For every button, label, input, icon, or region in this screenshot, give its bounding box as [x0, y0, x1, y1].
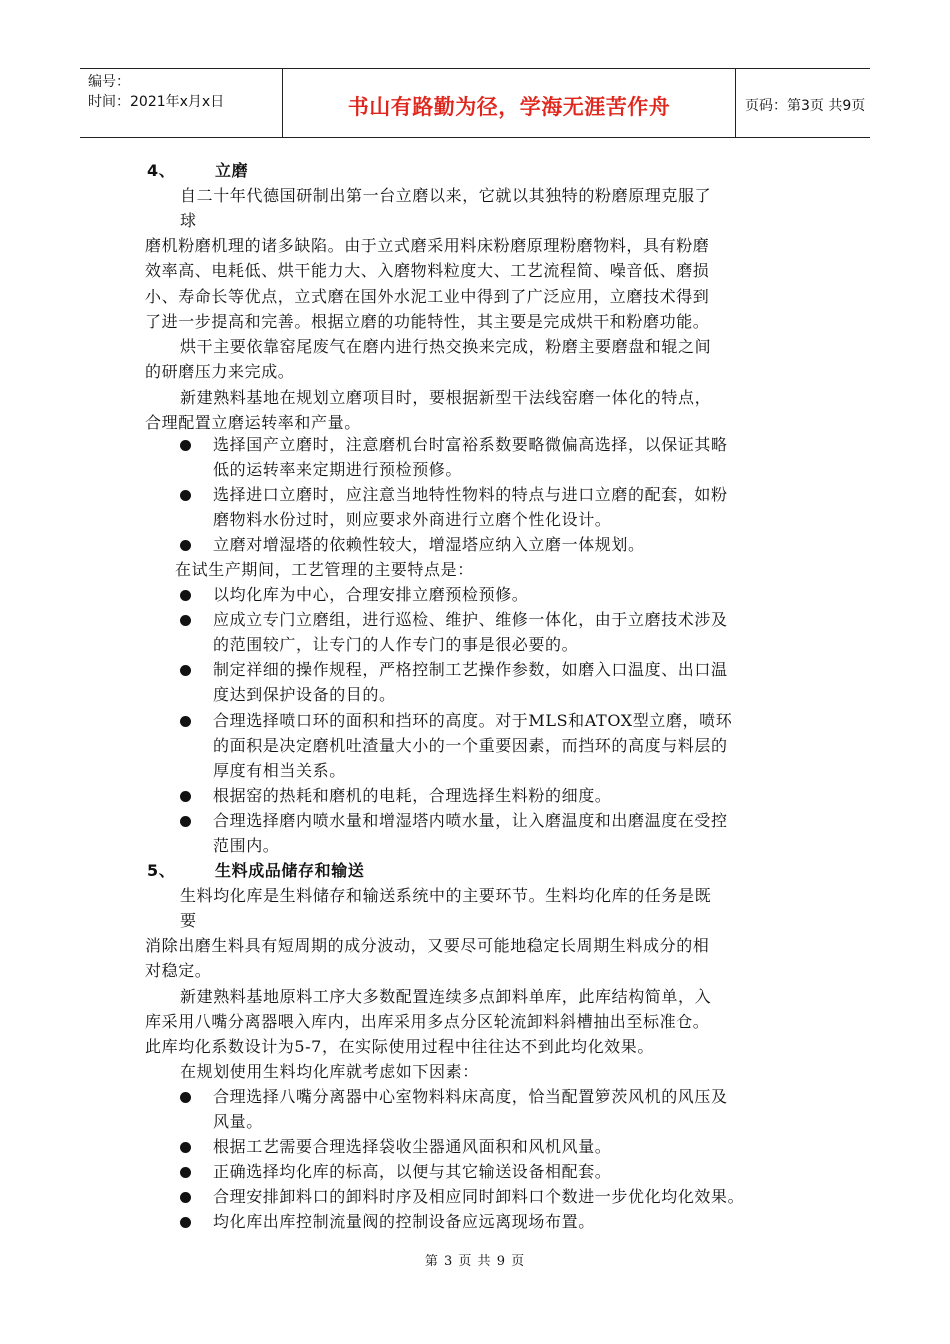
list-item: 的面积是决定磨机吐渣量大小的一个重要因素，而挡环的高度与料层的	[213, 736, 728, 755]
list-item: 合理选择磨内喷水量和增湿塔内喷水量，让入磨温度和出磨温度在受控	[213, 811, 728, 830]
paragraph-line: 在试生产期间，工艺管理的主要特点是：	[175, 560, 474, 579]
list-item: 范围内。	[213, 836, 280, 855]
bullet-icon	[180, 1092, 191, 1103]
paragraph-line: 在规划使用生料均化库就考虑如下因素：	[180, 1062, 479, 1081]
paragraph-line: 小、寿命长等优点，立式磨在国外水泥工业中得到了广泛应用，立磨技术得到	[145, 287, 710, 306]
bullet-icon	[180, 665, 191, 676]
bullet-icon	[180, 791, 191, 802]
list-item: 度达到保护设备的目的。	[213, 685, 396, 704]
bullet-icon	[180, 615, 191, 626]
bullet-icon	[180, 1192, 191, 1203]
paragraph-line: 库采用八嘴分离器喂入库内，出库采用多点分区轮流卸料斜槽抽出至标准仓。	[145, 1012, 710, 1031]
paragraph-line: 合理配置立磨运转率和产量。	[145, 413, 361, 432]
list-item: 风量。	[213, 1112, 263, 1131]
section-4-number: 4、	[147, 161, 176, 180]
bullet-icon	[180, 1167, 191, 1178]
list-item: 根据窑的热耗和磨机的电耗，合理选择生料粉的细度。	[213, 786, 612, 805]
list-item: 根据工艺需要合理选择袋收尘器通风面积和风机风量。	[213, 1137, 612, 1156]
paragraph-line: 自二十年代德国研制出第一台立磨以来，它就以其独特的粉磨原理克服了	[180, 186, 712, 205]
list-item: 以均化库为中心，合理安排立磨预检预修。	[213, 585, 529, 604]
paragraph-line: 磨机粉磨机理的诸多缺陷。由于立式磨采用料床粉磨原理粉磨物料，具有粉磨	[145, 236, 710, 255]
list-item: 均化库出库控制流量阀的控制设备应远离现场布置。	[213, 1212, 595, 1231]
page-footer: 第 3 页 共 9 页	[424, 1254, 526, 1269]
paragraph-line: 要	[180, 911, 197, 930]
bullet-icon	[180, 440, 191, 451]
list-item: 立磨对增湿塔的依赖性较大，增湿塔应纳入立磨一体规划。	[213, 535, 645, 554]
paragraph-line: 生料均化库是生料储存和输送系统中的主要环节。生料均化库的任务是既	[180, 886, 712, 905]
header-page-cell	[735, 69, 870, 137]
header-motto-cell	[282, 69, 736, 137]
paragraph-line: 消除出磨生料具有短周期的成分波动，又要尽可能地稳定长周期生料成分的相	[145, 936, 710, 955]
paragraph-line: 对稳定。	[145, 961, 212, 980]
paragraph-line: 球	[180, 211, 197, 230]
section-5-number: 5、	[147, 861, 176, 880]
page-header	[80, 68, 870, 138]
header-page-info: 页码：第3页 共9页	[745, 98, 866, 114]
list-item: 应成立专门立磨组，进行巡检、维护、维修一体化，由于立磨技术涉及	[213, 610, 728, 629]
bullet-icon	[180, 540, 191, 551]
section-5-title: 生料成品储存和输送	[215, 861, 365, 880]
paragraph-line: 了进一步提高和完善。根据立磨的功能特性，其主要是完成烘干和粉磨功能。	[145, 312, 710, 331]
header-motto: 书山有路勤为径，学海无涯苦作舟	[347, 95, 671, 119]
paragraph-line: 的研磨压力来完成。	[145, 362, 295, 381]
list-item: 磨物料水份过时，则应要求外商进行立磨个性化设计。	[213, 510, 612, 529]
paragraph-line: 新建熟料基地在规划立磨项目时，要根据新型干法线窑磨一体化的特点，	[180, 388, 712, 407]
bullet-icon	[180, 716, 191, 727]
bullet-icon	[180, 590, 191, 601]
list-item: 制定祥细的操作规程，严格控制工艺操作参数，如磨入口温度、出口温	[213, 660, 728, 679]
list-item: 低的运转率来定期进行预检预修。	[213, 460, 463, 479]
list-item: 厚度有相当关系。	[213, 761, 346, 780]
list-item: 的范围较广，让专门的人作专门的事是很必要的。	[213, 635, 579, 654]
paragraph-line: 烘干主要依靠窑尾废气在磨内进行热交换来完成，粉磨主要磨盘和辊之间	[180, 337, 712, 356]
header-meta-cell	[80, 69, 282, 137]
document-date: 时间：2021年x月x日	[88, 94, 225, 110]
list-item: 正确选择均化库的标高，以便与其它输送设备相配套。	[213, 1162, 612, 1181]
bullet-icon	[180, 1142, 191, 1153]
bullet-icon	[180, 816, 191, 827]
list-item: 合理安排卸料口的卸料时序及相应同时卸料口个数进一步优化均化效果。	[213, 1187, 745, 1206]
list-item: 选择国产立磨时，注意磨机台时富裕系数要略微偏高选择，以保证其略	[213, 435, 728, 454]
paragraph-line: 新建熟料基地原料工序大多数配置连续多点卸料单库，此库结构简单，入	[180, 987, 712, 1006]
bullet-icon	[180, 490, 191, 501]
paragraph-line: 效率高、电耗低、烘干能力大、入磨物料粒度大、工艺流程简、噪音低、磨损	[145, 261, 710, 280]
paragraph-line: 此库均化系数设计为5-7，在实际使用过程中往往达不到此均化效果。	[145, 1037, 654, 1056]
bullet-icon	[180, 1217, 191, 1228]
document-number-label: 编号：	[88, 74, 130, 90]
list-item: 合理选择八嘴分离器中心室物料料床高度，恰当配置箩茨风机的风压及	[213, 1087, 728, 1106]
list-item: 合理选择喷口环的面积和挡环的高度。对于MLS和ATOX型立磨，喷环	[213, 711, 733, 730]
list-item: 选择进口立磨时，应注意当地特性物料的特点与进口立磨的配套，如粉	[213, 485, 728, 504]
section-4-title: 立磨	[215, 161, 249, 180]
